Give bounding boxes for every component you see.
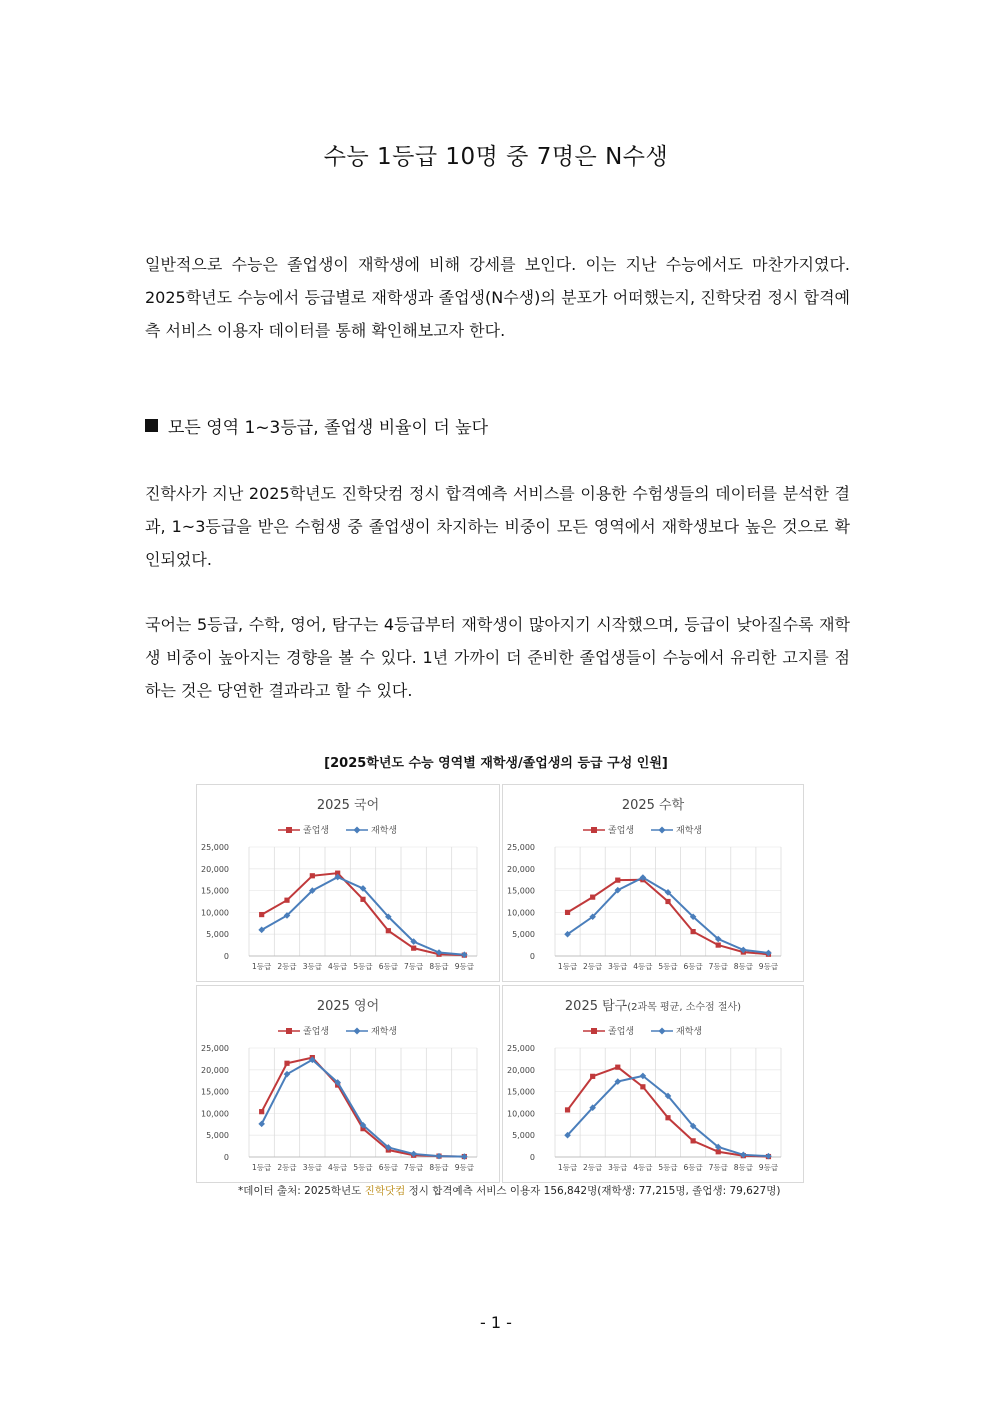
chart-panel-korean bbox=[196, 784, 500, 982]
x-tick-label: 4등급 bbox=[328, 962, 348, 971]
x-tick-label: 3등급 bbox=[302, 962, 322, 971]
y-tick-label: 5,000 bbox=[512, 1131, 535, 1141]
page-title: 수능 1등급 10명 중 7명은 N수생 bbox=[323, 144, 669, 170]
x-tick-label: 2등급 bbox=[277, 1163, 297, 1172]
x-tick-label: 1등급 bbox=[557, 962, 578, 971]
data-point bbox=[665, 1115, 670, 1120]
x-tick-label: 9등급 bbox=[454, 1163, 474, 1172]
legend-label: 졸업생 bbox=[608, 1027, 635, 1037]
analysis-paragraph: 진학사가 지난 2025학년도 진학닷컴 정시 합격예측 서비스를 이용한 수험생들의 데이터를 분석한 결과, 1~3등급을 받은 수험생 중 졸업생이 차지하는 비중이 모든 영역에서 재학생보다 높은 것으로 확인되었다. bbox=[145, 484, 850, 569]
legend-label: 졸업생 bbox=[608, 826, 635, 836]
data-point bbox=[565, 1107, 570, 1112]
y-tick-label: 0 bbox=[529, 1153, 535, 1162]
chart-panel-english bbox=[196, 985, 500, 1183]
chart-math bbox=[503, 785, 803, 981]
y-tick-label: 15,000 bbox=[507, 1087, 535, 1097]
section-heading bbox=[145, 413, 488, 438]
x-tick-label: 2등급 bbox=[277, 962, 297, 971]
legend-item bbox=[278, 824, 329, 836]
source-suffix: 정시 합격예측 서비스 이용자 156,842명(재학생: 77,215명, 졸업생: 79,627명) bbox=[405, 1185, 781, 1197]
x-tick-label: 2등급 bbox=[583, 962, 603, 971]
legend-label: 졸업생 bbox=[303, 826, 330, 836]
x-tick-label: 4등급 bbox=[633, 1163, 653, 1172]
y-tick-label: 25,000 bbox=[507, 843, 535, 852]
data-point bbox=[691, 1138, 696, 1143]
chart-panel-inquiry bbox=[502, 985, 804, 1183]
x-tick-label: 7등급 bbox=[404, 962, 424, 971]
series-line bbox=[568, 1067, 769, 1156]
chart-title: 2025 국어 bbox=[316, 798, 380, 813]
x-tick-label: 7등급 bbox=[708, 1163, 728, 1172]
x-tick-label: 7등급 bbox=[404, 1163, 424, 1172]
series-line bbox=[262, 1058, 465, 1157]
legend-item bbox=[278, 1025, 329, 1037]
x-tick-label: 5등급 bbox=[658, 962, 678, 971]
data-point bbox=[590, 1074, 595, 1079]
section-heading-text: 모든 영역 1~3등급, 졸업생 비율이 더 높다 bbox=[168, 418, 489, 438]
data-point bbox=[716, 943, 721, 948]
x-tick-label: 8등급 bbox=[733, 962, 753, 971]
legend-label: 재학생 bbox=[676, 1027, 703, 1037]
black-square-icon bbox=[145, 419, 158, 432]
data-point bbox=[665, 899, 670, 904]
x-tick-label: 3등급 bbox=[608, 1163, 628, 1172]
chart-english bbox=[197, 986, 499, 1182]
x-tick-label: 8등급 bbox=[733, 1163, 753, 1172]
data-point bbox=[310, 873, 315, 878]
x-tick-label: 3등급 bbox=[302, 1163, 322, 1172]
data-point bbox=[258, 1121, 265, 1128]
chart-title: 2025 영어 bbox=[316, 999, 380, 1014]
data-point bbox=[386, 928, 391, 933]
legend-label: 졸업생 bbox=[303, 1027, 330, 1037]
y-tick-label: 25,000 bbox=[201, 843, 229, 852]
y-tick-label: 5,000 bbox=[512, 930, 535, 940]
chart-title: 2025 탐구(2과목 평균, 소수점 절사) bbox=[564, 999, 742, 1014]
data-source-note bbox=[238, 1183, 780, 1198]
data-point bbox=[259, 1109, 264, 1114]
data-point bbox=[590, 895, 595, 900]
y-tick-label: 25,000 bbox=[201, 1044, 229, 1053]
y-tick-label: 0 bbox=[223, 1153, 229, 1162]
y-tick-label: 10,000 bbox=[507, 1109, 535, 1119]
data-point bbox=[640, 1084, 645, 1089]
legend-label: 재학생 bbox=[371, 826, 398, 836]
x-tick-label: 1등급 bbox=[557, 1163, 578, 1172]
legend-item bbox=[583, 824, 634, 836]
series-line bbox=[262, 1060, 465, 1157]
y-tick-label: 10,000 bbox=[201, 908, 229, 918]
x-tick-label: 8등급 bbox=[429, 962, 449, 971]
data-point bbox=[360, 897, 365, 902]
series-line bbox=[568, 878, 769, 953]
y-tick-label: 25,000 bbox=[507, 1044, 535, 1053]
x-tick-label: 4등급 bbox=[633, 962, 653, 971]
y-tick-label: 0 bbox=[223, 952, 229, 961]
chart-title: 2025 수학 bbox=[621, 798, 685, 813]
y-tick-label: 20,000 bbox=[201, 1065, 229, 1075]
figure-caption: [2025학년도 수능 영역별 재학생/졸업생의 등급 구성 인원] bbox=[324, 756, 668, 771]
chart-inquiry bbox=[503, 986, 803, 1182]
data-point bbox=[411, 946, 416, 951]
x-tick-label: 3등급 bbox=[608, 962, 628, 971]
y-tick-label: 20,000 bbox=[507, 864, 535, 874]
x-tick-label: 9등급 bbox=[758, 1163, 779, 1172]
x-tick-label: 8등급 bbox=[429, 1163, 449, 1172]
x-tick-label: 6등급 bbox=[683, 1163, 703, 1172]
y-tick-label: 15,000 bbox=[507, 886, 535, 896]
data-point bbox=[284, 1061, 289, 1066]
chart-korean bbox=[197, 785, 499, 981]
data-point bbox=[284, 898, 289, 903]
legend-item bbox=[346, 824, 397, 836]
y-tick-label: 10,000 bbox=[201, 1109, 229, 1119]
x-tick-label: 9등급 bbox=[454, 962, 474, 971]
data-point bbox=[615, 1065, 620, 1070]
y-tick-label: 5,000 bbox=[206, 1131, 229, 1141]
data-point bbox=[565, 910, 570, 915]
x-tick-label: 1등급 bbox=[252, 1163, 272, 1172]
legend-item bbox=[651, 824, 702, 836]
x-tick-label: 7등급 bbox=[708, 962, 728, 971]
legend-item bbox=[651, 1025, 702, 1037]
x-tick-label: 5등급 bbox=[658, 1163, 678, 1172]
y-tick-label: 20,000 bbox=[507, 1065, 535, 1075]
data-point bbox=[691, 929, 696, 934]
page-number: - 1 - bbox=[480, 1313, 512, 1332]
x-tick-label: 6등급 bbox=[378, 1163, 398, 1172]
legend-label: 재학생 bbox=[371, 1027, 398, 1037]
x-tick-label: 1등급 bbox=[252, 962, 272, 971]
y-tick-label: 5,000 bbox=[206, 930, 229, 940]
y-tick-label: 15,000 bbox=[201, 1087, 229, 1097]
legend-item bbox=[346, 1025, 397, 1037]
intro-paragraph: 일반적으로 수능은 졸업생이 재학생에 비해 강세를 보인다. 이는 지난 수능에서도 마찬가지였다. 2025학년도 수능에서 등급별로 재학생과 졸업생(N수생)의 분포가 어떠했는지, 진학닷컴 정시 합격예측 서비스 이용자 데이터를 통해 확인해보고자 한다. bbox=[145, 255, 850, 340]
source-prefix: *데이터 출처: 2025학년도 bbox=[238, 1185, 365, 1197]
y-tick-label: 20,000 bbox=[201, 864, 229, 874]
chart-panel-math bbox=[502, 784, 804, 982]
legend-label: 재학생 bbox=[676, 826, 703, 836]
y-tick-label: 15,000 bbox=[201, 886, 229, 896]
y-tick-label: 10,000 bbox=[507, 908, 535, 918]
trend-paragraph: 국어는 5등급, 수학, 영어, 탐구는 4등급부터 재학생이 많아지기 시작했으며, 등급이 낮아질수록 재학생 비중이 높아지는 경향을 볼 수 있다. 1년 가까이 더 준비한 졸업생들이 수능에서 유리한 고지를 점하는 것은 당연한 결과라고 할 수 있다. bbox=[145, 615, 850, 700]
y-tick-label: 0 bbox=[529, 952, 535, 961]
x-tick-label: 9등급 bbox=[758, 962, 779, 971]
legend-item bbox=[583, 1025, 634, 1037]
data-point bbox=[615, 878, 620, 883]
x-tick-label: 2등급 bbox=[583, 1163, 603, 1172]
x-tick-label: 6등급 bbox=[683, 962, 703, 971]
x-tick-label: 5등급 bbox=[353, 962, 373, 971]
data-point bbox=[259, 912, 264, 917]
x-tick-label: 6등급 bbox=[378, 962, 398, 971]
source-highlight: 진학닷컴 bbox=[364, 1185, 406, 1197]
x-tick-label: 5등급 bbox=[353, 1163, 373, 1172]
x-tick-label: 4등급 bbox=[328, 1163, 348, 1172]
